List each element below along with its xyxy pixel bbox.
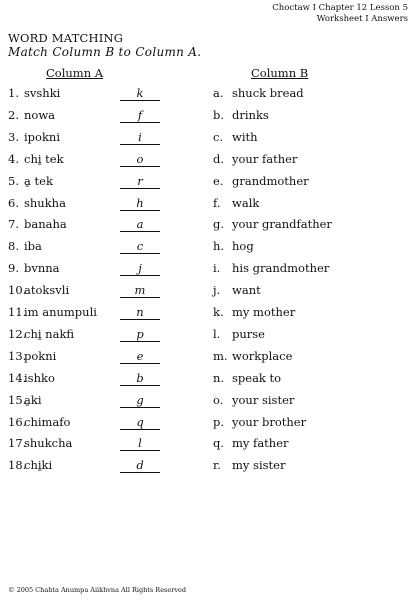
column-a-heading: Column A: [46, 66, 104, 80]
matching-row: [0, 215, 417, 237]
answer-blank[interactable]: k: [120, 86, 160, 101]
answer-blank[interactable]: a: [120, 217, 160, 232]
answer-blank[interactable]: d: [120, 458, 160, 473]
choctaw-word: banaha: [24, 217, 67, 232]
answer-blank[interactable]: b: [120, 371, 160, 386]
item-number: 2.: [8, 107, 19, 122]
instructions: Match Column B to Column A.: [8, 45, 202, 59]
item-number: 17.: [8, 436, 27, 451]
item-number: 1.: [8, 86, 19, 100]
matching-row: [0, 456, 417, 478]
matching-row: [0, 106, 417, 128]
header-worksheet: Worksheet I Answers: [316, 14, 408, 24]
english-word: my father: [232, 436, 289, 451]
option-letter: d.: [213, 151, 225, 166]
choctaw-word: iba: [24, 239, 42, 254]
matching-row: [0, 237, 417, 259]
choctaw-word: svshki: [24, 86, 61, 100]
choctaw-word: shukcha: [24, 436, 73, 451]
choctaw-word: shukha: [24, 195, 66, 210]
answer-blank[interactable]: o: [120, 152, 160, 167]
option-letter: q.: [213, 436, 225, 451]
english-word: grandmother: [232, 173, 309, 188]
english-word: his grandmother: [232, 261, 330, 276]
english-word: drinks: [232, 107, 269, 122]
choctaw-word: im anumpuli: [24, 305, 97, 319]
matching-row: [0, 303, 417, 325]
choctaw-word: chi̱ tek: [24, 151, 64, 166]
answer-blank[interactable]: i: [120, 130, 160, 145]
choctaw-word: ishko: [24, 370, 55, 385]
option-letter: a.: [213, 86, 224, 100]
choctaw-word: a̱ tek: [24, 173, 53, 188]
header-course: Choctaw I Chapter 12 Lesson 5: [272, 3, 408, 13]
matching-row: [0, 347, 417, 369]
option-letter: e.: [213, 173, 224, 188]
option-letter: m.: [213, 348, 228, 363]
english-word: hog: [232, 239, 254, 254]
option-letter: g.: [213, 217, 225, 232]
matching-row: [0, 172, 417, 194]
matching-row: [0, 128, 417, 150]
option-letter: o.: [213, 392, 224, 407]
english-word: shuck bread: [232, 86, 304, 100]
matching-row: [0, 84, 417, 106]
answer-blank[interactable]: h: [120, 196, 160, 211]
option-letter: i.: [213, 261, 221, 276]
matching-row: [0, 150, 417, 172]
choctaw-word: a̱ki: [24, 392, 42, 407]
english-word: your sister: [232, 392, 295, 407]
item-number: 7.: [8, 217, 19, 232]
choctaw-word: chimafo: [24, 414, 71, 429]
option-letter: h.: [213, 239, 225, 254]
matching-row: [0, 194, 417, 216]
answer-blank[interactable]: e: [120, 349, 160, 364]
item-number: 16.: [8, 414, 27, 429]
answer-blank[interactable]: f: [120, 108, 160, 123]
answer-blank[interactable]: g: [120, 393, 160, 408]
copyright-footer: © 2005 Chahta Anumpa Aiikhvna All Rights Reserved: [8, 586, 187, 594]
option-letter: n.: [213, 370, 225, 385]
option-letter: c.: [213, 129, 224, 144]
item-number: 6.: [8, 195, 19, 210]
matching-row: [0, 325, 417, 347]
item-number: 9.: [8, 261, 19, 276]
matching-row: [0, 434, 417, 456]
matching-row: [0, 369, 417, 391]
column-b-heading: Column B: [251, 66, 309, 80]
english-word: your grandfather: [232, 217, 332, 232]
english-word: speak to: [232, 370, 282, 385]
item-number: 3.: [8, 129, 19, 144]
english-word: want: [232, 283, 261, 298]
english-word: purse: [232, 326, 265, 341]
worksheet-header: [272, 3, 408, 25]
item-number: 12.: [8, 326, 27, 341]
answer-blank[interactable]: r: [120, 174, 160, 189]
matching-row: [0, 281, 417, 303]
answer-blank[interactable]: j: [120, 261, 160, 276]
choctaw-word: nowa: [24, 107, 56, 122]
item-number: 13.: [8, 348, 27, 363]
item-number: 14.: [8, 370, 27, 385]
choctaw-word: ipokni: [24, 129, 61, 144]
option-letter: r.: [213, 458, 221, 473]
english-word: walk: [232, 195, 260, 210]
answer-blank[interactable]: n: [120, 305, 160, 320]
answer-blank[interactable]: p: [120, 327, 160, 342]
option-letter: j.: [213, 283, 221, 298]
english-word: workplace: [232, 348, 293, 363]
matching-row: [0, 391, 417, 413]
english-word: my sister: [232, 458, 286, 473]
matching-row: [0, 259, 417, 281]
matching-row: [0, 413, 417, 435]
item-number: 4.: [8, 151, 19, 166]
option-letter: b.: [213, 107, 225, 122]
english-word: your brother: [232, 414, 307, 429]
option-letter: p.: [213, 414, 225, 429]
answer-blank[interactable]: l: [120, 436, 160, 451]
item-number: 11.: [8, 305, 27, 319]
choctaw-word: chi̱ nakfi: [24, 326, 75, 341]
answer-blank[interactable]: q: [120, 415, 160, 430]
option-letter: l.: [213, 326, 221, 341]
choctaw-word: pokni: [24, 348, 57, 363]
item-number: 8.: [8, 239, 19, 254]
english-word: with: [232, 129, 258, 144]
option-letter: k.: [213, 305, 224, 319]
item-number: 15.: [8, 392, 27, 407]
choctaw-word: atoksvli: [24, 283, 70, 298]
english-word: my mother: [232, 305, 296, 319]
answer-blank[interactable]: c: [120, 239, 160, 254]
answer-blank[interactable]: m: [120, 283, 160, 298]
item-number: 5.: [8, 173, 19, 188]
item-number: 10.: [8, 283, 27, 298]
item-number: 18.: [8, 458, 27, 473]
page-title: WORD MATCHING: [8, 31, 124, 45]
english-word: your father: [232, 151, 298, 166]
option-letter: f.: [213, 195, 221, 210]
choctaw-word: bvnna: [24, 261, 60, 276]
choctaw-word: chi̱ki: [24, 458, 53, 473]
